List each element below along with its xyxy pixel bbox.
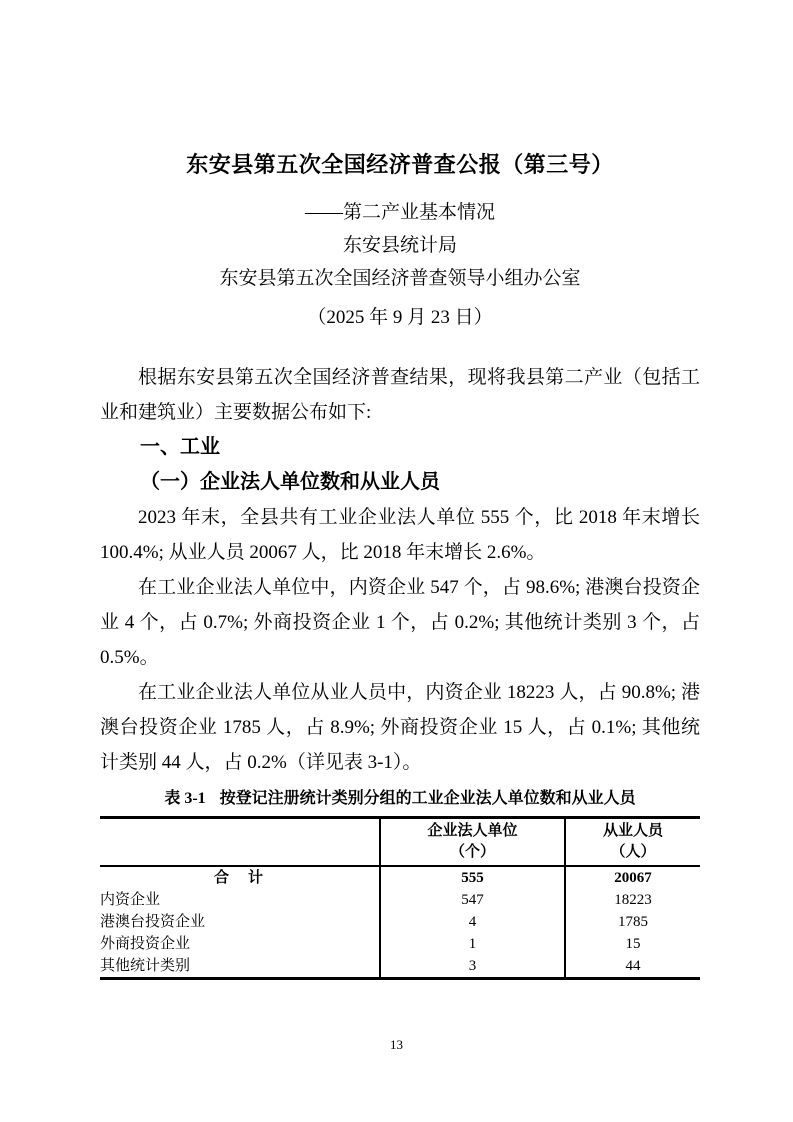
subsection-heading-legal-units: （一）企业法人单位数和从业人员 [140,471,440,493]
table-row-total [100,866,700,889]
cell-legal-units: 555 [380,866,565,889]
table-row-hk-macao-taiwan [100,911,700,933]
section-heading-industry: 一、工业 [140,436,220,458]
document-body [100,360,700,980]
row-label: 内资企业 [100,892,161,908]
table-caption [100,789,700,809]
page-number: 13 [390,1037,403,1052]
table-header [100,818,700,867]
table-caption-text: 按登记注册统计类别分组的工业企业法人单位数和从业人员 [219,790,636,807]
cell-employees: 15 [565,933,700,955]
cell-legal-units: 3 [380,955,565,979]
row-label: 港澳台投资企业 [100,914,206,930]
table-row-foreign [100,933,700,955]
table-3-1 [100,816,700,980]
header-employees-unit: （人） [610,844,656,860]
header-cell-legal-units [380,818,565,867]
intro-paragraph: 根据东安县第五次全国经济普查结果，现将我县第二产业（包括工业和建筑业）主要数据公布如下: [100,367,700,423]
cell-employees: 18223 [565,889,700,911]
table-header-row [100,818,700,867]
header-cell-category [100,818,380,867]
issuing-org-census-leading-group-office: 东安县第五次全国经济普查领导小组办公室 [219,268,581,289]
cell-legal-units: 4 [380,911,565,933]
page-footer [0,1038,793,1052]
row-label: 其他统计类别 [100,958,191,974]
paragraph-units-by-type: 在工业企业法人单位中，内资企业 547 个，占 98.6%; 港澳台投资企业 4 个，占 0.7%; 外商投资企业 1 个，占 0.2%; 其他统计类别 3 个，占 0.5%。 [100,577,700,668]
header-employees-title: 从业人员 [602,823,663,839]
header-legal-units-unit: （个） [449,844,495,860]
row-label: 合 计 [213,870,265,886]
cell-employees: 20067 [565,866,700,889]
cell-employees: 44 [565,955,700,979]
document-title: 东安县第五次全国经济普查公报（第三号） [186,152,614,177]
cell-employees: 1785 [565,911,700,933]
header-legal-units-title: 企业法人单位 [427,823,518,839]
cell-legal-units: 547 [380,889,565,911]
table-row-other [100,955,700,979]
document-subtitle: ——第二产业基本情况 [304,202,495,223]
table-row-domestic [100,889,700,911]
header-cell-employees [565,818,700,867]
cell-legal-units: 1 [380,933,565,955]
paragraph-employees-by-type: 在工业企业法人单位从业人员中，内资企业 18223 人，占 90.8%; 港澳台投资企业 1785 人，占 8.9%; 外商投资企业 15 人，占 0.1%; 其他统计类别 44 人，占 0.2%（详见表 3-1）。 [100,682,700,773]
paragraph-units-growth: 2023 年末，全县共有工业企业法人单位 555 个，比 2018 年末增长 100.4%; 从业人员 20067 人，比 2018 年末增长 2.6%。 [100,507,700,563]
issuing-org-statistics-bureau: 东安县统计局 [342,235,457,256]
document-header [100,148,700,334]
table-body [100,866,700,979]
table-caption-number: 表 3-1 [164,790,206,807]
row-label: 外商投资企业 [100,936,191,952]
publication-date: （2025 年 9 月 23 日） [307,307,493,328]
